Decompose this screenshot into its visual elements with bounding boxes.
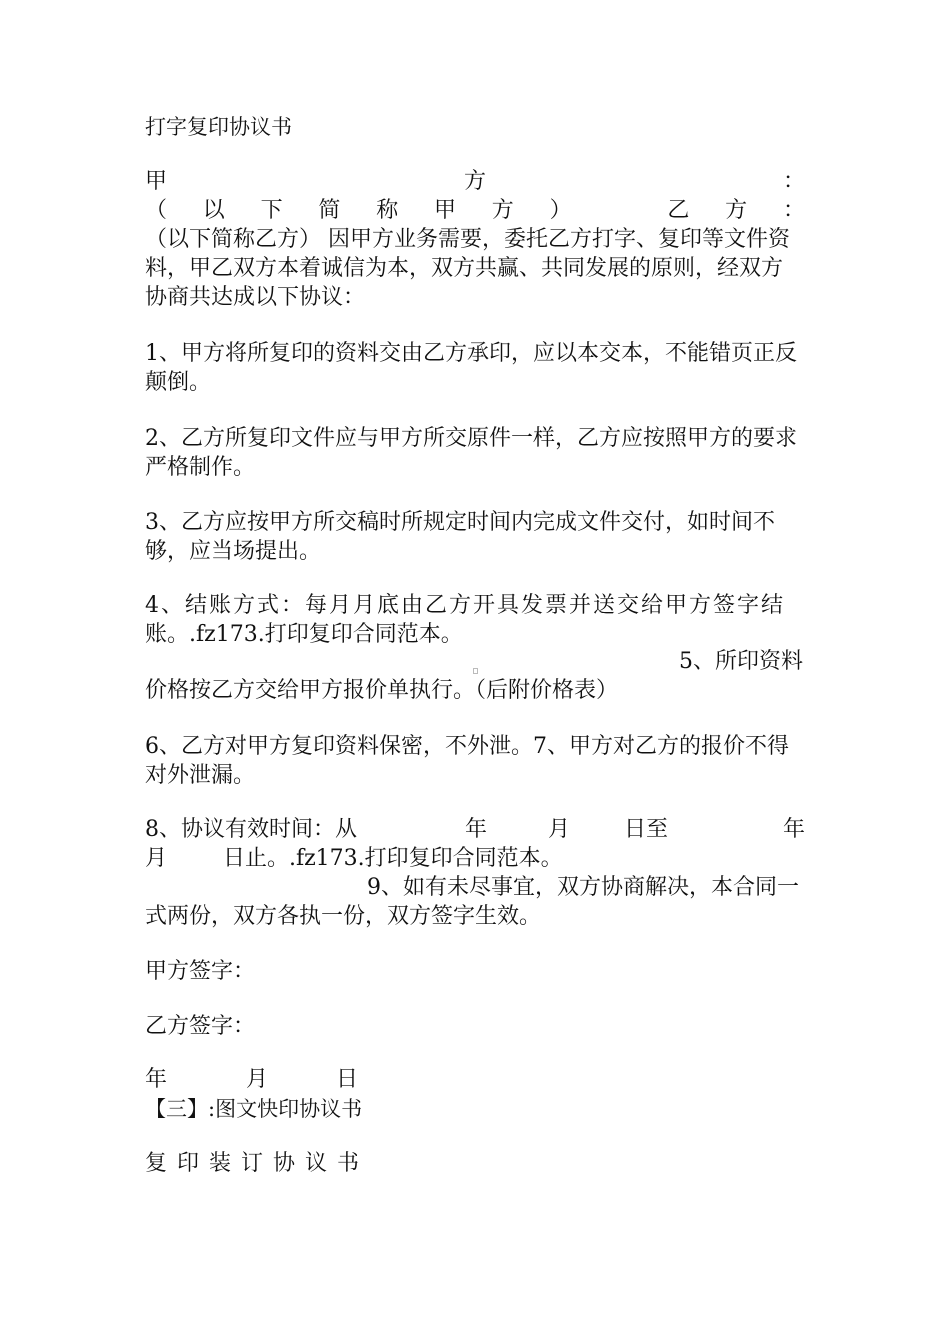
text-char: 甲	[433, 198, 456, 223]
clause-4-line-2: 账。.fz173.打印复印合同范本。	[145, 622, 463, 647]
clause-1-line-2: 颠倒。	[145, 370, 212, 395]
text-char: 称	[376, 198, 399, 223]
clause-3-line-2: 够，应当场提出。	[145, 539, 322, 564]
clause-2-line-2: 严格制作。	[145, 455, 256, 480]
text-char: 下	[260, 198, 283, 223]
clause-8-line-2: 月 日止。.fz173.打印复印合同范本。	[145, 846, 563, 871]
intro-line-4: 料，甲乙双方本着诚信为本，双方共赢、共同发展的原则，经双方	[145, 256, 784, 281]
clause-2-line-1: 2、乙方所复印文件应与甲方所交原件一样，乙方应按照甲方的要求	[145, 426, 797, 451]
clause-8-month: 月	[548, 817, 571, 842]
intro-line-5: 协商共达成以下协议：	[145, 285, 366, 310]
text-char: 方	[725, 198, 748, 223]
clause-3-line-1: 3、乙方应按甲方所交稿时所规定时间内完成文件交付，如时间不	[145, 510, 775, 535]
section-heading: 【三】:图文快印协议书	[145, 1097, 363, 1121]
date-year: 年	[145, 1067, 168, 1092]
date-day: 日	[336, 1067, 359, 1092]
clause-5-line-1: 5、所印资料	[679, 649, 803, 674]
intro-line-2	[145, 197, 805, 225]
text-char: ：	[782, 198, 805, 223]
date-month: 月	[246, 1067, 269, 1092]
clause-8-prefix: 8、协议有效时间：从	[145, 817, 357, 842]
clause-4-line-1: 4、结账方式：每月月底由乙方开具发票并送交给甲方签字结	[145, 593, 785, 618]
intro-line-3: （以下简称乙方） 因甲方业务需要，委托乙方打字、复印等文件资	[145, 227, 790, 252]
party-b-signature-label: 乙方签字：	[145, 1014, 256, 1039]
text-char: 方	[491, 198, 514, 223]
subtitle: 复印装订协议书	[145, 1151, 370, 1176]
text-char: （	[145, 198, 168, 223]
text-char: 以	[202, 198, 225, 223]
party-a-line	[145, 168, 805, 196]
text-char: ）	[549, 198, 572, 223]
clause-8-day-to: 日至	[624, 817, 669, 842]
party-a-signature-label: 甲方签字：	[145, 959, 256, 984]
clause-6-7-line-2: 对外泄漏。	[145, 763, 256, 788]
text-char: 甲	[145, 169, 168, 194]
clause-8-year-end: 年	[783, 817, 806, 842]
clause-6-7-line-1: 6、乙方对甲方复印资料保密，不外泄。7、甲方对乙方的报价不得	[145, 734, 789, 759]
small-box-mark	[473, 668, 478, 674]
clause-1-line-1: 1、甲方将所复印的资料交由乙方承印，应以本交本，不能错页正反	[145, 341, 797, 366]
clause-5-line-2: 价格按乙方交给甲方报价单执行。（后附价格表）	[145, 678, 619, 703]
text-char: 乙	[667, 198, 690, 223]
clause-8-year: 年	[465, 817, 488, 842]
text-char: 方	[463, 169, 486, 194]
doc-title: 打字复印协议书	[145, 115, 292, 139]
text-char: ：	[782, 169, 805, 194]
clause-9-line-2: 式两份，双方各执一份，双方签字生效。	[145, 904, 542, 929]
text-char: 简	[318, 198, 341, 223]
clause-9-line-1: 9、如有未尽事宜，双方协商解决，本合同一	[367, 875, 799, 900]
